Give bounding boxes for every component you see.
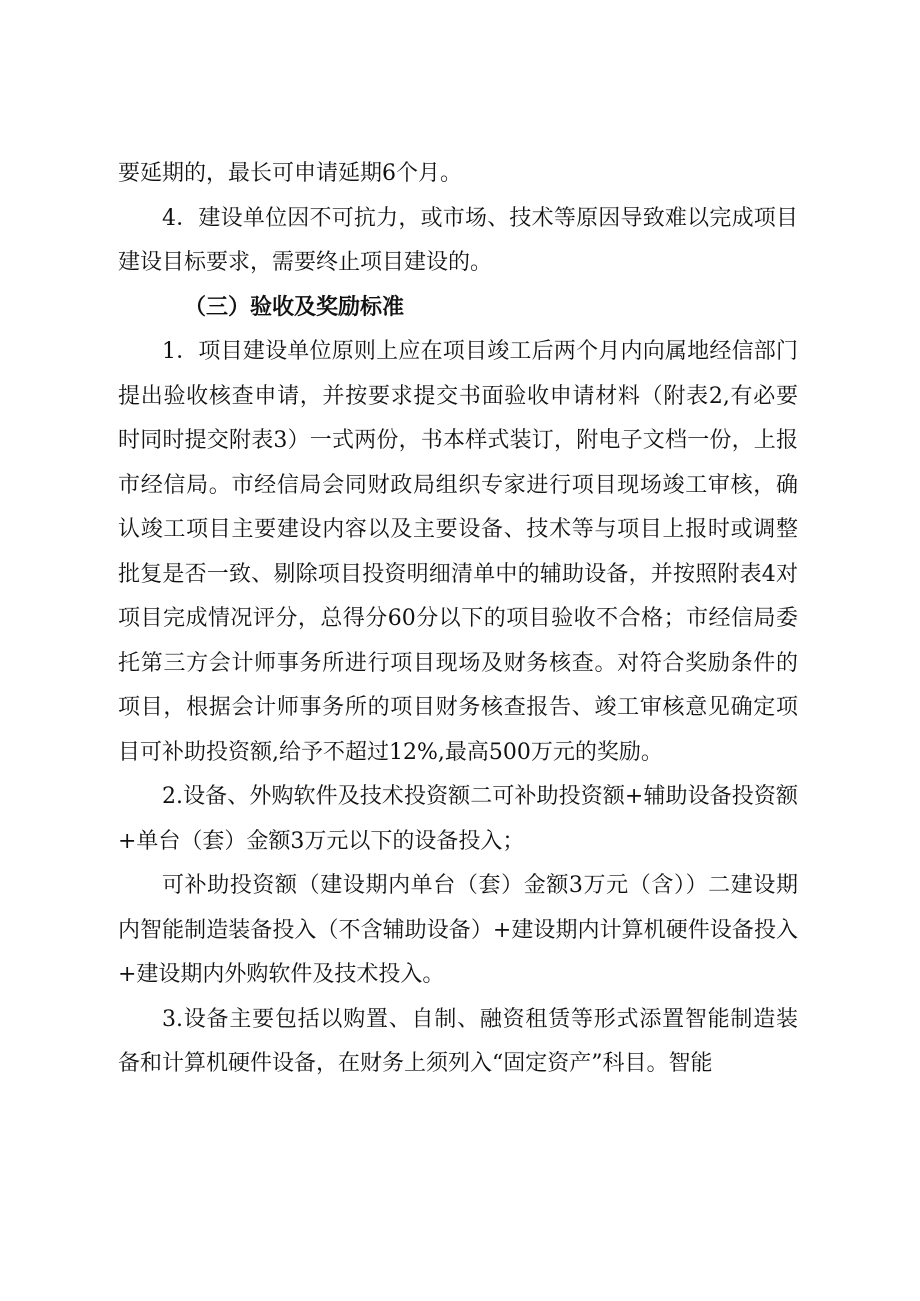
document-body xyxy=(118,152,798,1087)
section-heading: （三）验收及奖励标准 xyxy=(184,294,405,320)
paragraph-extension-limit: 要延期的，最长可申请延期6个月。 xyxy=(118,161,462,186)
paragraph-item-1: 1．项目建设单位原则上应在项目竣工后两个月内向属地经信部门提出验收核查申请，并按要求提交书面验收申请材料（附表2,有必要时同时提交附表3）一式两份，书本样式装订，附电子文档一份，上报市经信局。市经信局会同财政局组织专家进行项目现场竣工审核，确认竣工项目主要建设内容以及主要设备、技术等与项目上报时或调整批复是否一致、剔除项目投资明细清单中的辅助设备，并按照附表4对项目完成情况评分，总得分60分以下的项目验收不合格；市经信局委托第三方会计师事务所进行项目现场及财务核查。对符合奖励条件的项目，根据会计师事务所的项目财务核查报告、竣工审核意见确定项目可补助投资额,给予不超过12%,最高500万元的奖励。 xyxy=(118,339,798,765)
paragraph-formula: 可补助投资额（建设期内单台（套）金额3万元（含））二建设期内智能制造装备投入（不含辅助设备）+建设期内计算机硬件设备投入+建设期内外购软件及技术投入。 xyxy=(118,873,798,987)
paragraph-item-4: 4．建设单位因不可抗力，或市场、技术等原因导致难以完成项目建设目标要求，需要终止项目建设的。 xyxy=(118,205,798,275)
paragraph-item-3: 3.设备主要包括以购置、自制、融资租赁等形式添置智能制造装备和计算机硬件设备，在财务上须列入“固定资产”科目。智能 xyxy=(118,1006,798,1076)
paragraph-item-2: 2.设备、外购软件及技术投资额二可补助投资额+辅助设备投资额+单台（套）金额3万元以下的设备投入； xyxy=(118,784,798,854)
